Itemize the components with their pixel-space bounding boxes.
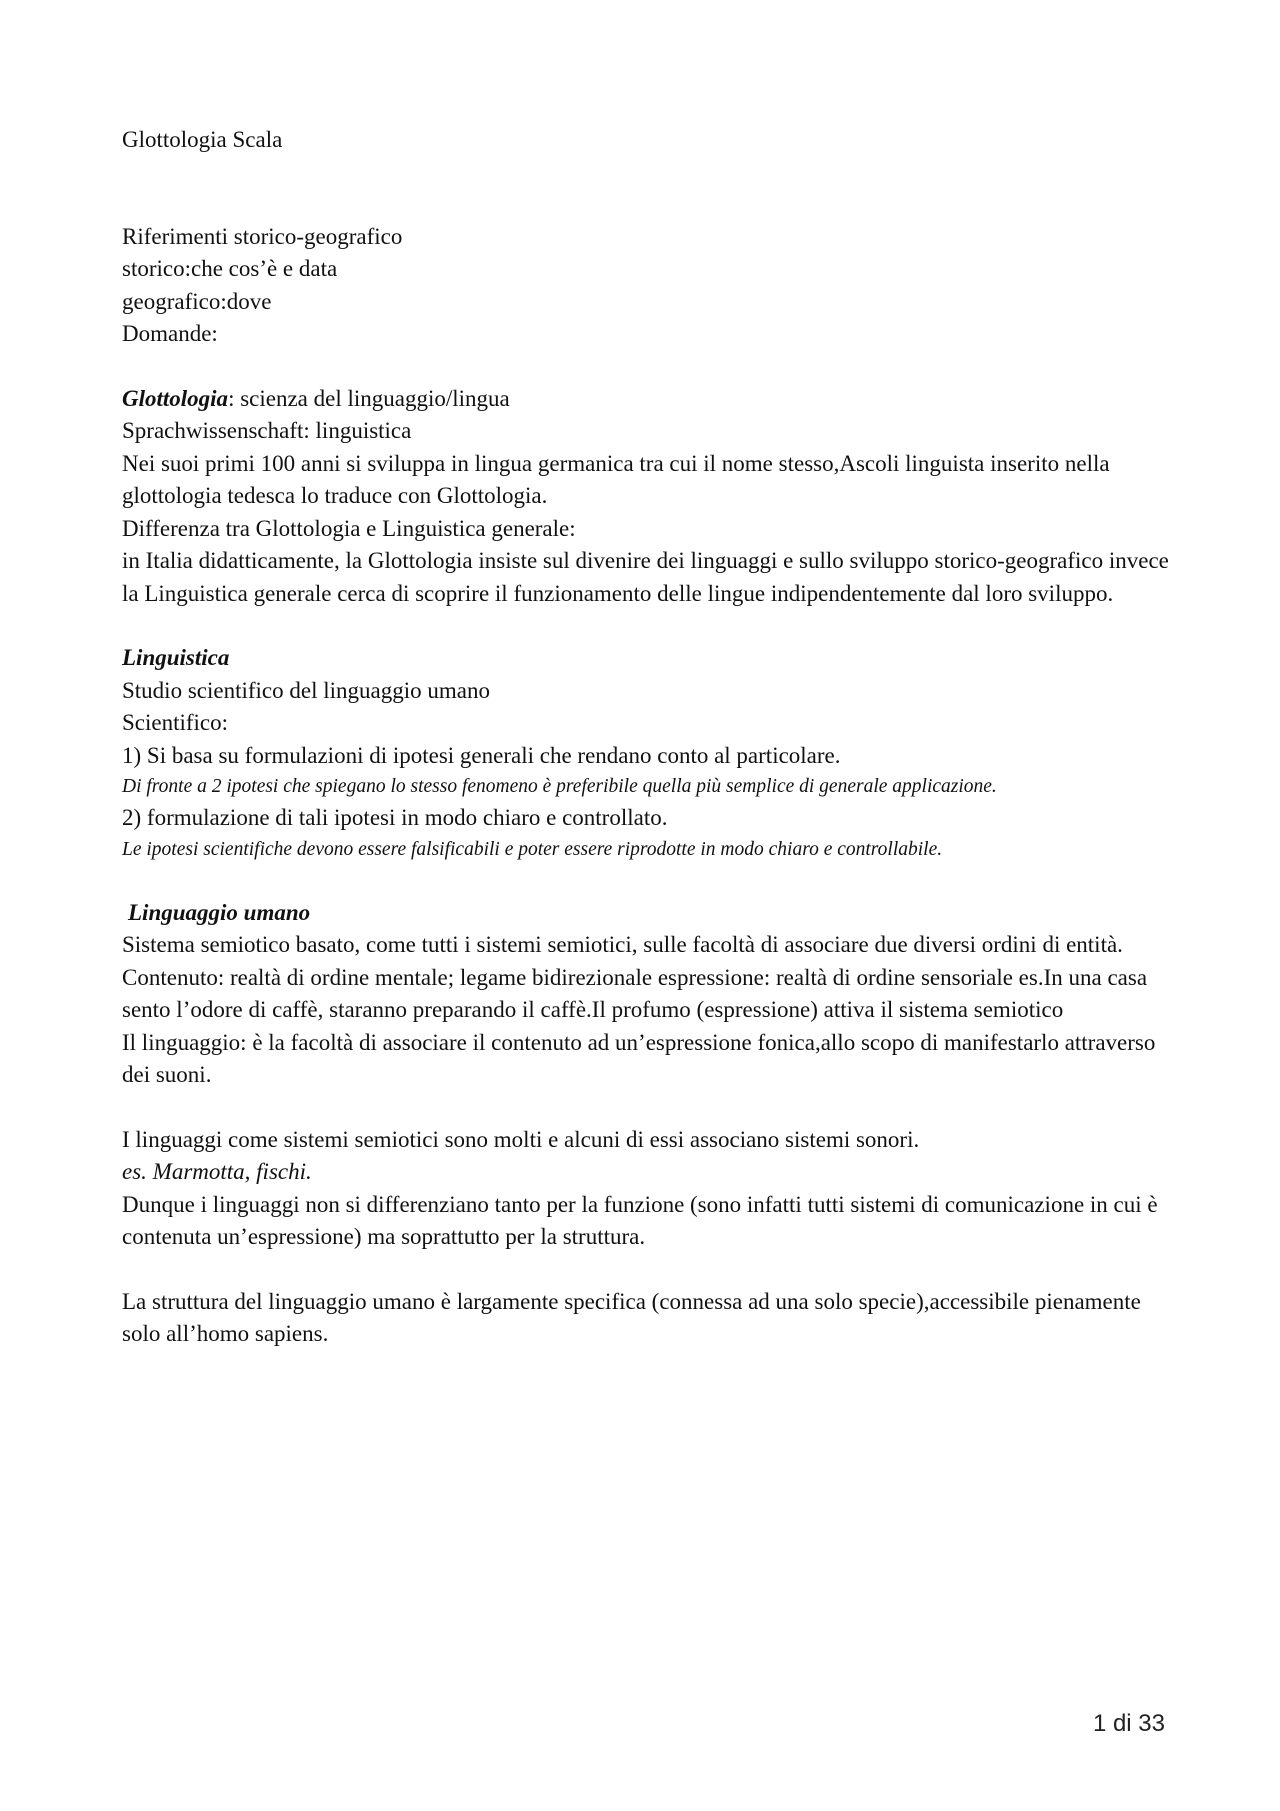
linguistica-point: 2) formulazione di tali ipotesi in modo chiaro e controllato. [122,805,668,830]
linguaggio-paragraph: Dunque i linguaggi non si differenziano tanto per la funzione (sono infatti tutti sistemi di comunicazione in cui è contenuta un’espressione) ma soprattutto per la struttura. [122,1191,1158,1249]
linguistica-note: Di fronte a 2 ipotesi che spiegano lo stesso fenomeno è preferibile quella più semplice di generale applicazione. [122,776,997,797]
document-body [122,124,1172,1351]
references-line: storico:che cos’è e data [122,256,338,281]
spacer [122,1254,1172,1286]
linguistica-line: Studio scientifico del linguaggio umano [122,677,490,703]
linguaggio-umano-heading: Linguaggio umano [128,899,311,925]
linguaggio-paragraph: I linguaggi come sistemi semiotici sono molti e alcuni di essi associano sistemi sonori. [122,1126,920,1152]
glottologia-definition-text: : scienza del linguaggio/lingua [228,385,510,411]
linguistica-note: Le ipotesi scientifiche devono essere falsificabili e poter essere riprodotte in modo chiaro e controllabile. [122,838,943,860]
glottologia-line: Sprachwissenschaft: linguistica [122,418,412,443]
linguaggio-paragraph: Il linguaggio: è la facoltà di associare il contenuto ad un’espressione fonica,allo scopo di manifestarlo attraverso dei suoni. [122,1029,1156,1087]
references-line: Domande: [122,321,218,346]
glottologia-definition [122,383,1172,416]
linguistica-point: 1) Si basa su formulazioni di ipotesi generali che rendano conto al particolare. [122,742,841,768]
glottologia-line: Nei suoi primi 100 anni si sviluppa in lingua germanica tra cui il nome stesso,Ascoli linguista inserito nella glottologia tedesca lo traduce con Glottologia. [122,450,1110,508]
linguistica-line: Scientifico: [122,710,229,735]
linguistica-heading: Linguistica [122,645,230,670]
spacer [122,610,1172,642]
document-title: Glottologia Scala [122,127,283,152]
glottologia-line: Differenza tra Glottologia e Linguistica generale: [122,515,576,541]
spacer [122,351,1172,383]
linguaggio-paragraph: Sistema semiotico basato, come tutti i sistemi semiotici, sulle facoltà di associare due diversi ordini di entità. [122,932,1123,957]
glottologia-term: Glottologia [122,385,229,411]
linguaggio-example: es. Marmotta, fischi. [122,1159,312,1184]
page-number: 1 di 33 [1092,1710,1165,1737]
linguaggio-paragraph: La struttura del linguaggio umano è largamente specifica (connessa ad una solo specie),accessibile pienamente solo all’homo sapiens. [122,1288,1141,1346]
references-line: Riferimenti storico-geografico [122,223,403,249]
spacer [122,865,1172,897]
spacer [122,1092,1172,1124]
references-line: geografico:dove [122,288,272,314]
glottologia-line: in Italia didatticamente, la Glottologia insiste sul divenire dei linguaggi e sullo sviluppo storico-geografico invece la Linguistica generale cerca di scoprire il funzionamento delle lingue indipendentemente dal loro sviluppo. [122,548,1169,606]
linguaggio-paragraph: Contenuto: realtà di ordine mentale; legame bidirezionale espressione: realtà di ordine sensoriale es.In una casa sento l’odore di caffè, staranno preparando il caffè.Il profumo (espressione) attiva il sistema semiotico [122,964,1148,1022]
spacer [122,157,1172,221]
